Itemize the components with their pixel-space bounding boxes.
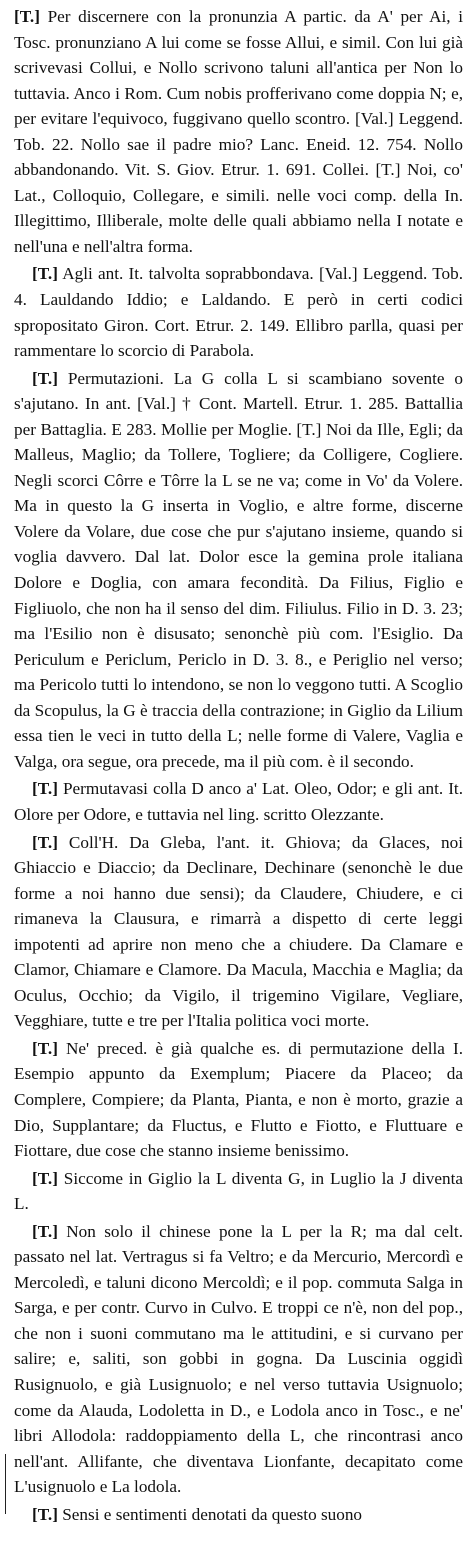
source-tag: [T.]	[32, 1168, 58, 1188]
paragraph-6	[14, 1036, 463, 1164]
paragraph-2	[14, 261, 463, 363]
paragraph-5	[14, 830, 463, 1034]
paragraph-text: Coll'H. Da Gleba, l'ant. it. Ghiova; da Glaces, noi Ghiaccio e Diaccio; da Declinare, Dechinare (senonchè le due forme a noi hanno due sensi); da Claudere, Chiudere, e ci rimaneva la Clausura, e rimarrà a dispetto di certe leggi impotenti ad aprire non meno che a chiudere. Da Clamare e Clamor, Chiamare e Clamore. Da Macula, Macchia e Maglia; da Oculus, Occhio; da Vigilo, il trigemino Vigilare, Vegliare, Vegghiare, tutte e tre per l'Italia politica voci morte.	[14, 832, 463, 1031]
paragraph-text: Sensi e sentimenti denotati da questo suono	[57, 1504, 363, 1524]
source-tag: [T.]	[32, 368, 58, 388]
paragraph-4	[14, 776, 463, 827]
source-tag: [T.]	[32, 264, 58, 284]
paragraph-3	[14, 366, 463, 775]
source-tag: [T.]	[32, 1504, 58, 1524]
margin-rule	[5, 1454, 6, 1514]
paragraph-text: Permutazioni. La G colla L si scambiano sovente o s'ajutano. In ant. [Val.] † Cont. Martell. Etrur. 1. 285. Battallia per Battaglia. E 283. Mollie per Moglie. [T.] Noi da Ille, Egli; da Malleus, Maglio; da Tollere, Togliere; da Colligere, Cogliere. Negli scorci Côrre e Tôrre la L se ne va; come in Vo' da Volere. Ma in questo la G inserta in Voglio, e altre forme, discerne Volere da Volare, due cose che pur s'ajutano insieme, quando si voglia davvero. Dal lat. Dolor esce la gemina prole italiana Dolore e Doglia, con amara fecondità. Da Filius, Figlio e Figliuolo, che non ha il senso del dim. Filiulus. Filio in D. 3. 23; ma l'Esilio non è disusato; senonchè più com. l'Esiglio. Da Periculum e Periclum, Periclo in D. 3. 8., e Periglio nel verso; ma Pericolo tutti lo intendono, se non lo veggono tutti. A Scoglio da Scopulus, la G è traccia della contrazione; in Giglio da Lilium essa tien le veci in tutto della L; nelle forme di Valere, Vaglia e Valga, ora segue, ora precede, ma il più com. è il secondo.	[14, 368, 463, 771]
paragraph-text: Per discernere con la pronunzia A partic. da A' per Ai, i Tosc. pronunziano A lui come se fosse Allui, e simil. Con lui già scrivevasi Collui, e Nollo scrivono taluni all'antica per Non lo tuttavia. Anco i Rom. Cum nobis profferivano come doppia N; e, per evitare l'equivoco, fuggivano quello scontro. [Val.] Leggend. Tob. 22. Nollo sae il padre mio? Lanc. Eneid. 12. 754. Nollo abbandonando. Vit. S. Giov. Etrur. 1. 691. Collei. [T.] Noi, co' Lat., Colloquio, Collegare, e simili. nelle voci comp. della In. Illegittimo, Illiberale, molte delle quali abbiamo nella I notate e nell'una e nell'altra forma.	[14, 7, 463, 256]
source-tag: [T.]	[32, 832, 58, 852]
paragraph-text: Ne' preced. è già qualche es. di permutazione della I. Esempio appunto da Exemplum; Piacere da Placeo; da Complere, Compiere; da Planta, Pianta, e non è morto, grazie a Dio, Supplantare; da Fluctus, e Flutto e Fiotto, e Fluttuare e Fiottare, due cose che stanno insieme benissimo.	[14, 1038, 463, 1161]
source-tag: [T.]	[32, 1038, 58, 1058]
paragraph-9	[14, 1502, 463, 1528]
source-tag: [T.]	[14, 7, 40, 26]
paragraph-8	[14, 1219, 463, 1500]
paragraph-text: Permutavasi colla D anco a' Lat. Oleo, Odor; e gli ant. It. Olore per Odore, e tuttavia nel ling. scritto Olezzante.	[14, 779, 463, 824]
source-tag: [T.]	[32, 779, 58, 799]
paragraph-7	[14, 1166, 463, 1217]
paragraph-text: Non solo il chinese pone la L per la R; ma dal celt. passato nel lat. Vertragus si fa Veltro; e da Mercurio, Mercordì e Mercoledì, e taluni dicono Mercoldì; e il pop. commuta Salga in Sarga, e per contr. Curvo in Culvo. E troppi ce n'è, non del pop., che non i suoni commutano ma le attitudini, e si curvano per salire; e, saliti, son gobbi in gogna. Da Luscinia oggidì Rusignuolo, e già Lusignuolo; e nel verso tuttavia Usignuolo; come da Alauda, Lodoletta in D., e Lodola anco in Tosc., e ne' libri Allodola: raddoppiamento della L, che rincontrasi anco nell'ant. Allifante, che diventava Lionfante, decapitato come L'usignuolo e La lodola.	[14, 1221, 463, 1497]
paragraph-text: Agli ant. It. talvolta soprabbondava. [Val.] Leggend. Tob. 4. Lauldando Iddio; e Laldando. E però in certi codici spropositato Giron. Cort. Etrur. 2. 149. Ellibro parlla, quasi per rammentare lo scorcio di Parabola.	[14, 264, 463, 361]
source-tag: [T.]	[32, 1221, 58, 1241]
paragraph-text: Siccome in Giglio la L diventa G, in Luglio la J diventa L.	[14, 1168, 463, 1214]
paragraph-1	[14, 4, 463, 259]
